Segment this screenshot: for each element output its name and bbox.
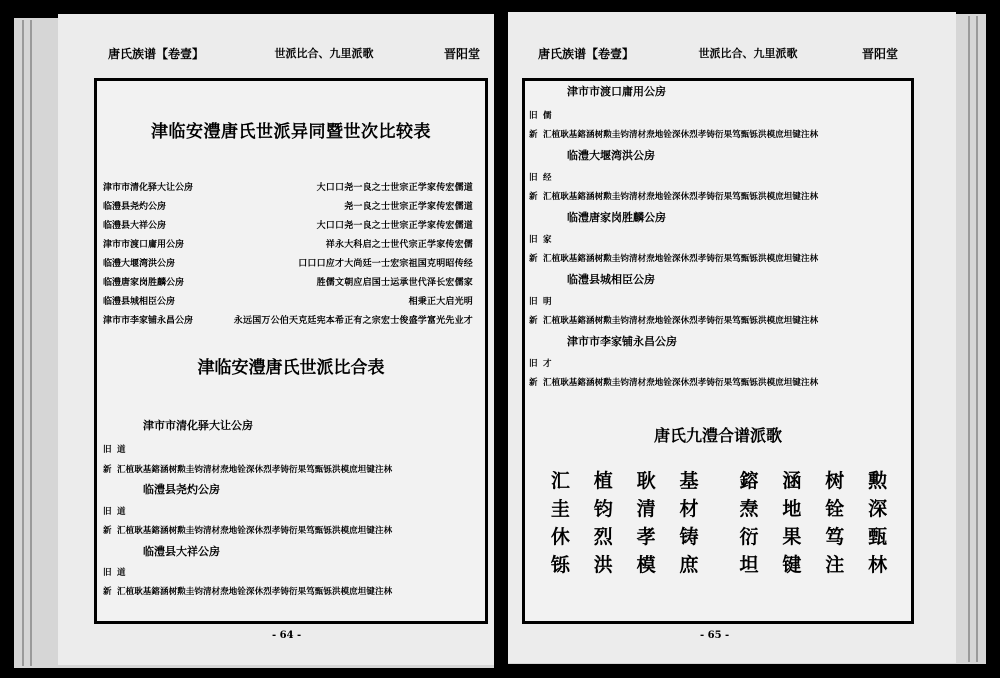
new-generation xyxy=(103,524,392,536)
new-label: 新 xyxy=(103,587,112,597)
branch-heading: 津市市渡口庸用公房 xyxy=(567,85,666,98)
comparison-row xyxy=(103,272,473,291)
poem-char: 模 xyxy=(636,553,656,576)
branch-heading: 津市市清化驿大让公房 xyxy=(143,419,253,432)
left-page-number: - 64 - xyxy=(272,630,302,641)
old-chars: 明 xyxy=(543,297,552,307)
poem-char: 坦 xyxy=(739,553,759,576)
poem-char: 植 xyxy=(593,469,613,492)
hall-name: 晋阳堂 xyxy=(861,46,898,61)
poem-char: 果 xyxy=(782,525,802,548)
generation-chars: 大口口尧一良之士世宗正学家传宏儒道 xyxy=(316,221,473,231)
new-label: 新 xyxy=(529,130,538,140)
generation-chars: 大口口尧一良之士世宗正学家传宏儒道 xyxy=(316,183,473,193)
poem-char: 铸 xyxy=(679,525,699,548)
new-label: 新 xyxy=(529,316,538,326)
new-chars: 汇植耿基鎔涵树勲圭钧清材焘地铨深休烈孝铸衍果笃甄铄洪模庶坦键注林 xyxy=(543,192,819,202)
comparison-row xyxy=(103,215,473,234)
generation-chars: 尧一良之士世宗正学家传宏儒道 xyxy=(344,202,473,212)
left-content-frame xyxy=(94,78,488,624)
section-title: 世派比合、九里派歌 xyxy=(274,47,374,60)
branch-heading: 临澧县尧灼公房 xyxy=(143,483,220,496)
new-label: 新 xyxy=(103,465,112,475)
right-page-number: - 65 - xyxy=(700,630,730,641)
section-title: 世派比合、九里派歌 xyxy=(698,47,798,60)
poem-char: 耿 xyxy=(636,469,656,492)
branch-heading: 临澧大堰湾洪公房 xyxy=(567,149,655,162)
book-title: 唐氏族谱【卷壹】 xyxy=(538,46,635,61)
poem-char: 烈 xyxy=(593,525,613,548)
old-label: 旧 xyxy=(103,445,112,455)
old-label: 旧 xyxy=(529,297,538,307)
new-label: 新 xyxy=(529,378,538,388)
poem-char: 鎔 xyxy=(739,469,759,492)
new-chars: 汇植耿基鎔涵树勲圭钧清材焘地铨深休烈孝铸衍果笃甄铄洪模庶坦键注林 xyxy=(117,526,393,536)
generation-chars: 永远国万公伯天克廷宪本希正有之宗宏士俊盛学富光先业才 xyxy=(233,316,473,326)
new-label: 新 xyxy=(103,526,112,536)
old-label: 旧 xyxy=(529,359,538,369)
old-generation xyxy=(529,357,552,369)
comparison-row xyxy=(103,310,473,329)
new-chars: 汇植耿基鎔涵树勲圭钧清材焘地铨深休烈孝铸衍果笃甄铄洪模庶坦键注林 xyxy=(117,587,393,597)
old-generation xyxy=(103,505,126,517)
old-generation xyxy=(529,295,552,307)
new-generation xyxy=(529,314,818,326)
poem-char: 勲 xyxy=(868,469,888,492)
generation-chars: 祥永大科启之士世代宗正学家传宏儒 xyxy=(325,240,473,250)
poem-char: 键 xyxy=(782,553,802,576)
poem-char: 笃 xyxy=(825,525,845,548)
branch-name: 津市市清化驿大让公房 xyxy=(103,183,194,193)
poem-char: 清 xyxy=(636,497,656,520)
new-label: 新 xyxy=(529,254,538,264)
old-generation xyxy=(103,443,126,455)
old-label: 旧 xyxy=(529,111,538,121)
poem-char: 涵 xyxy=(782,469,802,492)
new-chars: 汇植耿基鎔涵树勲圭钧清材焘地铨深休烈孝铸衍果笃甄铄洪模庶坦键注林 xyxy=(543,378,819,388)
new-generation xyxy=(529,252,818,264)
branch-name: 临澧县大祥公房 xyxy=(103,221,167,231)
merge-table-title: 津临安澧唐氏世派比合表 xyxy=(197,358,385,378)
poem-char: 洪 xyxy=(593,553,613,576)
poem-char: 庶 xyxy=(679,553,699,576)
branch-heading: 临澧县大祥公房 xyxy=(143,545,220,558)
old-generation xyxy=(529,109,552,121)
new-generation xyxy=(103,585,392,597)
old-chars: 才 xyxy=(543,359,552,369)
generation-poem xyxy=(539,465,899,577)
branch-name: 临澧唐家岗胜麟公房 xyxy=(103,278,185,288)
poem-line xyxy=(539,493,899,521)
poem-char: 休 xyxy=(550,525,570,548)
old-label: 旧 xyxy=(103,507,112,517)
poem-char: 材 xyxy=(679,497,699,520)
branch-name: 临澧大堰湾洪公房 xyxy=(103,259,176,269)
poem-line xyxy=(539,549,899,577)
comparison-row xyxy=(103,291,473,310)
book-title: 唐氏族谱【卷壹】 xyxy=(108,46,205,61)
comparison-row xyxy=(103,196,473,215)
branch-heading: 津市市李家铺永昌公房 xyxy=(567,335,677,348)
right-content-frame xyxy=(522,78,914,624)
old-generation xyxy=(529,233,552,245)
branch-name: 津市市李家铺永昌公房 xyxy=(103,316,194,326)
poem-char: 注 xyxy=(825,553,845,576)
poem-char: 焘 xyxy=(739,497,759,520)
poem-char: 树 xyxy=(825,469,845,492)
comparison-row xyxy=(103,234,473,253)
poem-char: 钧 xyxy=(593,497,613,520)
old-chars: 儒 xyxy=(543,111,552,121)
new-chars: 汇植耿基鎔涵树勲圭钧清材焘地铨深休烈孝铸衍果笃甄铄洪模庶坦键注林 xyxy=(543,316,819,326)
old-label: 旧 xyxy=(103,568,112,578)
poem-line xyxy=(539,465,899,493)
comparison-row xyxy=(103,253,473,272)
new-chars: 汇植耿基鎔涵树勲圭钧清材焘地铨深休烈孝铸衍果笃甄铄洪模庶坦键注林 xyxy=(543,254,819,264)
old-chars: 经 xyxy=(543,173,552,183)
poem-char: 铄 xyxy=(550,553,570,576)
poem-char: 衍 xyxy=(739,525,759,548)
old-generation xyxy=(529,171,552,183)
comparison-row xyxy=(103,177,473,196)
old-chars: 道 xyxy=(117,568,126,578)
new-generation xyxy=(529,128,818,140)
left-page-header xyxy=(108,44,480,62)
branch-name: 临澧县尧灼公房 xyxy=(103,202,167,212)
old-label: 旧 xyxy=(529,173,538,183)
old-chars: 道 xyxy=(117,445,126,455)
old-generation xyxy=(103,566,126,578)
poem-char: 铨 xyxy=(825,497,845,520)
comparison-table-title: 津临安澧唐氏世派异同暨世次比较表 xyxy=(151,122,431,142)
poem-char: 汇 xyxy=(550,469,570,492)
new-chars: 汇植耿基鎔涵树勲圭钧清材焘地铨深休烈孝铸衍果笃甄铄洪模庶坦键注林 xyxy=(117,465,393,475)
new-generation xyxy=(103,463,392,475)
poem-char: 深 xyxy=(868,497,888,520)
branch-name: 临澧县城相臣公房 xyxy=(103,297,176,307)
old-chars: 道 xyxy=(117,507,126,517)
poem-line xyxy=(539,521,899,549)
generation-chars: 口口口应才大尚廷一士宏宗祖国克明昭传经 xyxy=(298,259,473,269)
poem-char: 基 xyxy=(679,469,699,492)
branch-heading: 临澧唐家岗胜麟公房 xyxy=(567,211,666,224)
poem-title: 唐氏九澧合谱派歌 xyxy=(653,426,782,445)
hall-name: 晋阳堂 xyxy=(443,46,480,61)
branch-heading: 临澧县城相臣公房 xyxy=(567,273,655,286)
poem-char: 圭 xyxy=(550,497,570,520)
old-chars: 家 xyxy=(543,235,552,245)
old-label: 旧 xyxy=(529,235,538,245)
generation-chars: 胜儒文朝应启国士运承世代泽长宏儒家 xyxy=(316,278,473,288)
generation-chars: 相秉正大启光明 xyxy=(408,297,473,307)
poem-char: 地 xyxy=(782,497,802,520)
branch-name: 津市市渡口庸用公房 xyxy=(103,240,185,250)
new-chars: 汇植耿基鎔涵树勲圭钧清材焘地铨深休烈孝铸衍果笃甄铄洪模庶坦键注林 xyxy=(543,130,819,140)
right-page-header xyxy=(538,44,898,62)
poem-char: 甄 xyxy=(868,525,888,548)
poem-char: 孝 xyxy=(636,525,656,548)
poem-char: 林 xyxy=(868,553,888,576)
new-label: 新 xyxy=(529,192,538,202)
new-generation xyxy=(529,190,818,202)
new-generation xyxy=(529,376,818,388)
